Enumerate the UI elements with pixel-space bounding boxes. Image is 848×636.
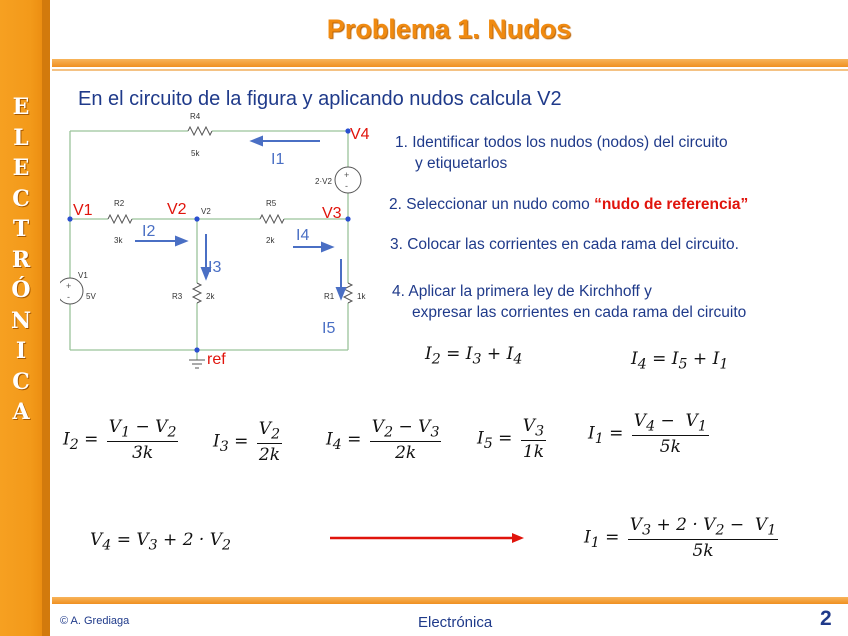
side-letter: E: [12, 94, 30, 120]
reference-node-highlight: “nudo de referencia”: [594, 196, 749, 213]
src-v1-name: V1: [78, 271, 88, 280]
svg-text:-: -: [67, 292, 70, 302]
step-2: [389, 194, 748, 215]
kcl-node-v3: $I_4 = I_5 + I_1$: [631, 349, 729, 373]
eq-v4: $V_4 = V_3 + 2 \cdot V_2$: [90, 530, 232, 554]
node-v1-label: V1: [73, 202, 93, 219]
side-letter: I: [15, 338, 27, 364]
side-letter: N: [10, 307, 32, 334]
voltage-source-v1: [60, 278, 83, 304]
node-v4-label: V4: [350, 126, 370, 143]
circuit-diagram: [60, 108, 390, 373]
small-v2-label: V2: [201, 207, 211, 216]
side-letter: C: [12, 185, 30, 212]
src-v1-value: 5V: [86, 292, 96, 301]
side-letter: E: [12, 155, 30, 181]
result-arrow: [328, 530, 528, 546]
eq-i1: $I_1$ = $\frac{V_4 - V_1}{5k}$: [588, 411, 707, 458]
r5-name: R5: [266, 199, 277, 208]
eq-i3: $I_3$ = $\frac{V_2}{2k}$: [213, 419, 281, 466]
node-v2-label: V2: [167, 201, 187, 218]
current-i5-label: I5: [322, 320, 336, 337]
step-1-line-1: 1. Identificar todos los nudos (nodos) del circuito: [395, 134, 728, 151]
r4-name: R4: [190, 112, 201, 121]
slide-title: Problema 1. Nudos: [326, 14, 572, 44]
side-letter: R: [11, 246, 31, 273]
step-2-text: 2. Seleccionar un nudo como: [389, 196, 595, 213]
r3-name: R3: [172, 292, 183, 301]
step-1: [395, 132, 728, 174]
side-banner-shadow: [42, 0, 50, 636]
node-ref-label: ref: [207, 351, 226, 368]
dep-src-label: 2·V2: [315, 177, 332, 186]
r1-value: 1k: [357, 292, 366, 301]
step-4: [392, 281, 746, 323]
side-banner-letters: [0, 92, 42, 428]
page-number: 2: [820, 607, 832, 630]
r2-value: 3k: [114, 236, 123, 245]
r3-value: 2k: [206, 292, 215, 301]
step-1-line-2: y etiquetarlos: [415, 155, 508, 172]
footer-author: © A. Grediaga: [60, 615, 130, 627]
eq-i1-final: $I_1$ = $\frac{V_3 + 2 \cdot V_2 - V_1}{5k}$: [584, 515, 777, 562]
footer-course: Electrónica: [418, 614, 493, 631]
side-letter: A: [12, 399, 30, 425]
r4-value: 5k: [191, 149, 200, 158]
node-v3-label: V3: [322, 205, 342, 222]
eq-i5: $I_5$ = $\frac{V_3}{1k}$: [477, 416, 545, 463]
eq-i2: $I_2$ = $\frac{V_1 - V_2}{3k}$: [63, 417, 177, 464]
side-letter: T: [12, 216, 30, 242]
title-divider: [52, 59, 848, 67]
side-letter: C: [12, 368, 30, 395]
current-i1-label: I1: [271, 151, 285, 168]
side-letter: Ó: [11, 277, 31, 303]
current-i2-label: I2: [142, 223, 156, 240]
r2-name: R2: [114, 199, 125, 208]
current-i3-label: I3: [208, 259, 222, 276]
r1-name: R1: [324, 292, 335, 301]
step-3: 3. Colocar las corrientes en cada rama del circuito.: [390, 236, 739, 253]
footer-divider: [52, 597, 848, 604]
title-divider-thin: [52, 69, 848, 71]
current-i4-label: I4: [296, 227, 310, 244]
problem-statement: En el circuito de la figura y aplicando nudos calcula V2: [78, 88, 562, 110]
eq-i4: $I_4$ = $\frac{V_2 - V_3}{2k}$: [326, 417, 440, 464]
side-letter: L: [13, 124, 29, 151]
step-4-line-1: 4. Aplicar la primera ley de Kirchhoff y: [392, 283, 652, 300]
svg-text:+: +: [66, 281, 72, 291]
svg-text:+: +: [344, 170, 350, 180]
step-4-line-2: expresar las corrientes en cada rama del circuito: [412, 304, 747, 321]
kcl-node-v2: $I_2 = I_3 + I_4$: [425, 344, 523, 368]
r5-value: 2k: [266, 236, 275, 245]
svg-text:-: -: [345, 181, 348, 191]
